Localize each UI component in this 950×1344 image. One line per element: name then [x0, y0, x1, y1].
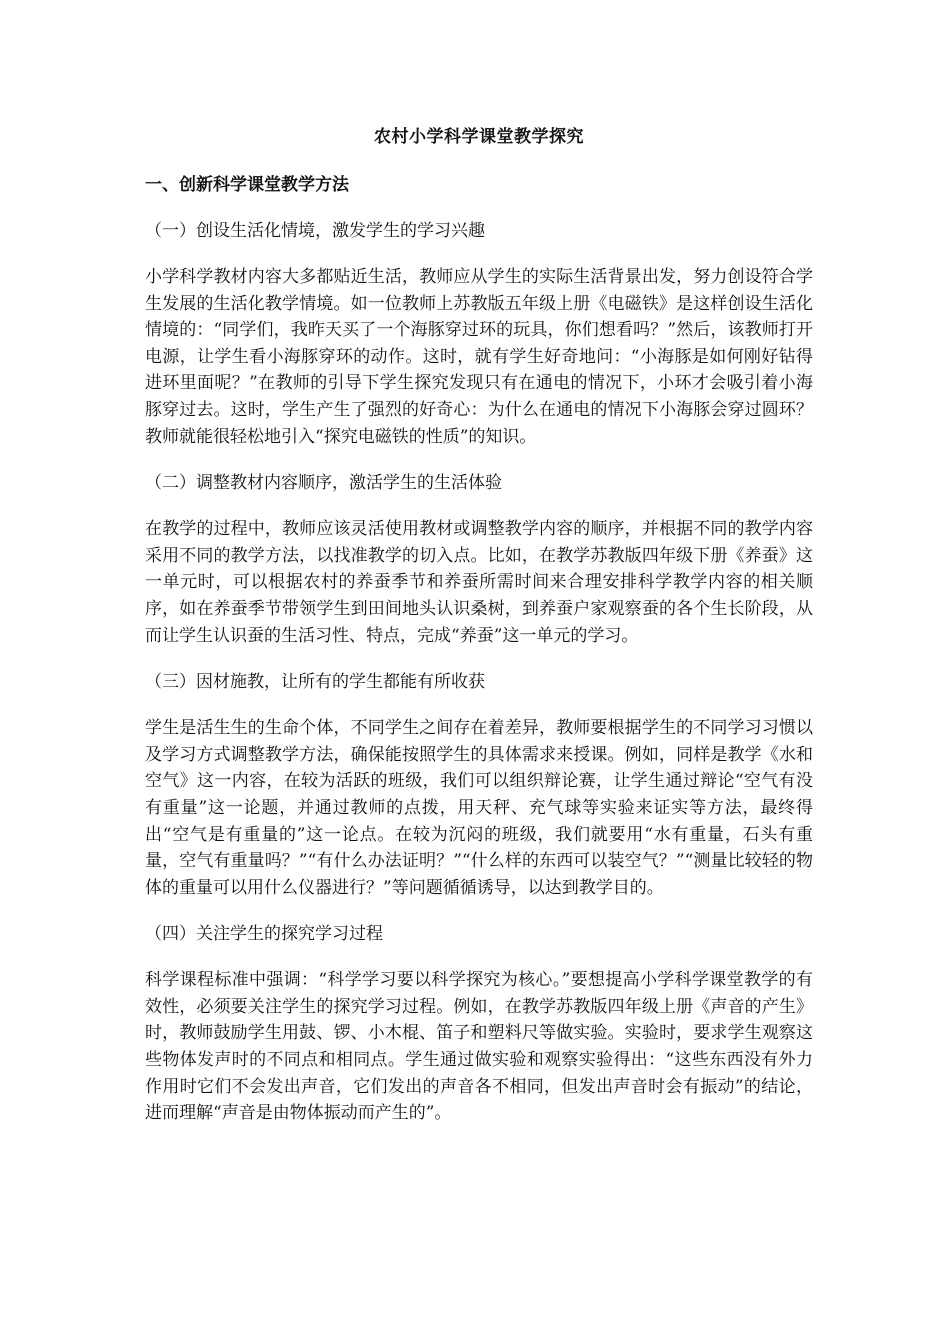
section-heading-1: 一、创新科学课堂教学方法: [145, 175, 349, 195]
subsection-heading-4: （四）关注学生的探究学习过程: [145, 924, 383, 945]
subsection-heading-2: （二）调整教材内容顺序，激活学生的生活体验: [145, 473, 502, 494]
paragraph-4: 科学课程标准中强调：“科学学习要以科学探究为核心。”要想提高小学科学课堂教学的有效性，必须要关注学生的探究学习过程。例如，在教学苏教版四年级上册《声音的产生》时，教师鼓励学生用鼓、锣、小木棍、笛子和塑料尺等做实验。实验时，要求学生观察这些物体发声时的不同点和相同点。学生通过做实验和观察实验得出：“这些东西没有外力作用时它们不会发出声音，它们发出的声音各不相同，但发出声音时会有振动”的结论，进而理解“声音是由物体振动而产生的”。: [145, 970, 813, 1124]
document-page: [145, 124, 813, 1147]
paragraph-3: 学生是活生生的生命个体，不同学生之间存在着差异，教师要根据学生的不同学习习惯以及学习方式调整教学方法，确保能按照学生的具体需求来授课。例如，同样是教学《水和空气》这一内容，在较为活跃的班级，我们可以组织辩论赛，让学生通过辩论“空气有没有重量”这一论题，并通过教师的点拨，用天秤、充气球等实验来证实等方法，最终得出“空气是有重量的”这一论点。在较为沉闷的班级，我们就要用“水有重量，石头有重量，空气有重量吗？”“有什么办法证明？”“什么样的东西可以装空气？”“测量比较轻的物体的重量可以用什么仪器进行？”等问题循循诱导，以达到教学目的。: [145, 718, 813, 898]
paragraph-2: 在教学的过程中，教师应该灵活使用教材或调整教学内容的顺序，并根据不同的教学内容采用不同的教学方法，以找准教学的切入点。比如，在教学苏教版四年级下册《养蚕》这一单元时，可以根据农村的养蚕季节和养蚕所需时间来合理安排科学教学内容的相关顺序，如在养蚕季节带领学生到田间地头认识桑树，到养蚕户家观察蚕的各个生长阶段，从而让学生认识蚕的生活习性、特点，完成“养蚕”这一单元的学习。: [145, 519, 813, 646]
subsection-heading-3: （三）因材施教，让所有的学生都能有所收获: [145, 672, 485, 693]
document-title: 农村小学科学课堂教学探究: [374, 127, 584, 147]
subsection-heading-1: （一）创设生活化情境，激发学生的学习兴趣: [145, 221, 485, 241]
paragraph-1: 小学科学教材内容大多都贴近生活，教师应从学生的实际生活背景出发，努力创设符合学生发展的生活化教学情境。如一位教师上苏教版五年级上册《电磁铁》是这样创设生活化情境的：“同学们，我昨天买了一个海豚穿过环的玩具，你们想看吗？”然后，该教师打开电源，让学生看小海豚穿环的动作。这时，就有学生好奇地问：“小海豚是如何刚好钻得进环里面呢？”在教师的引导下学生探究发现只有在通电的情况下，小环才会吸引着小海豚穿过去。这时，学生产生了强烈的好奇心：为什么在通电的情况下小海豚会穿过圆环？教师就能很轻松地引入“探究电磁铁的性质”的知识。: [145, 267, 813, 447]
